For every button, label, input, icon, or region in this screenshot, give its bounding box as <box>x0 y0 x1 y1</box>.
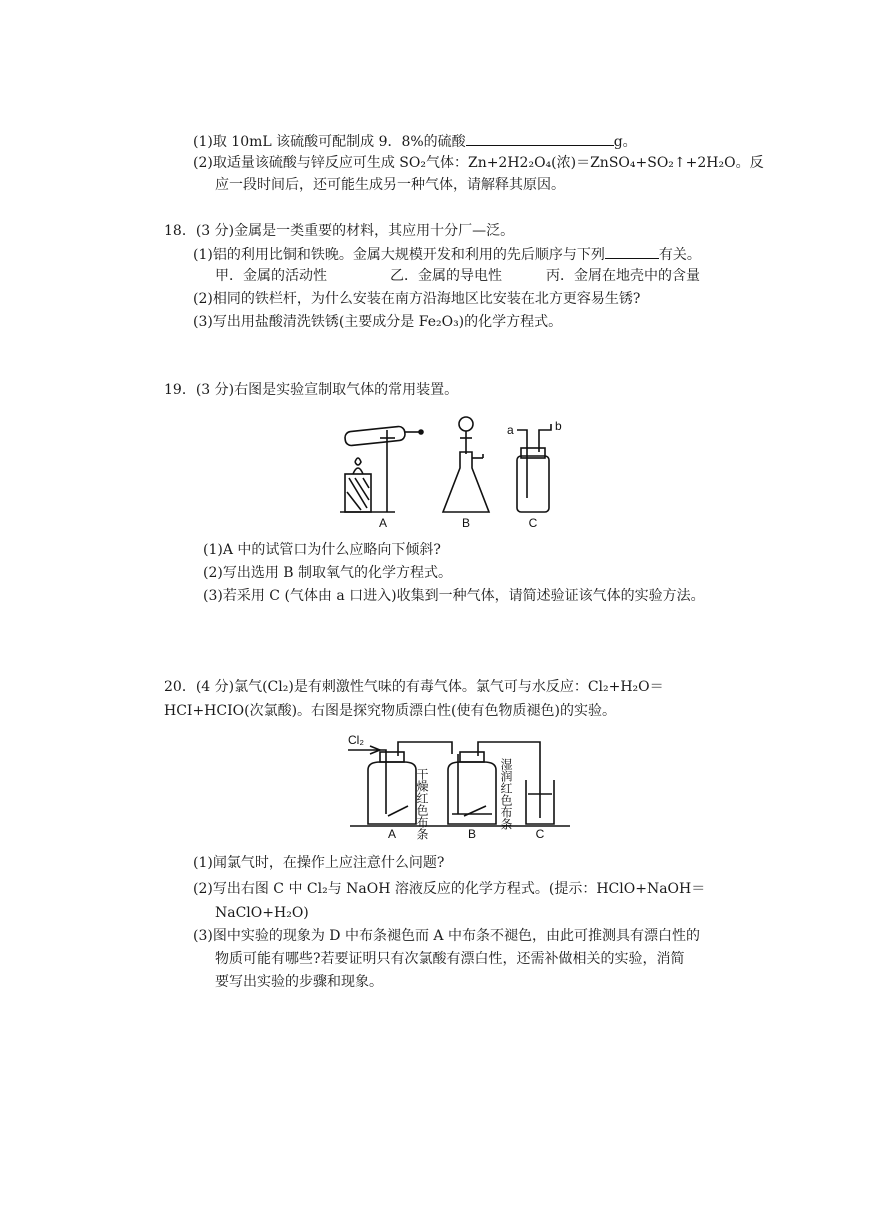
q17-part2-line2: 应一段时间后，还可能生成另一种气体，请解释其原因。 <box>215 177 565 193</box>
q20-part3-line2: 物质可能有哪些?若要证明只有次氯酸有漂白性，还需补做相关的实验，消简 <box>215 951 685 967</box>
apparatus-c <box>517 424 551 512</box>
q18-option-bing: 丙．金屑在地壳中的含量 <box>546 268 700 284</box>
q17-part1 <box>193 131 637 152</box>
fig-label-c: C <box>535 827 545 840</box>
bottle-a <box>368 742 452 824</box>
chlorine-experiment-figure <box>340 728 580 840</box>
q19-part1: (1)A 中的试管口为什么应略向下倾斜? <box>203 542 441 558</box>
fig-label-c: C <box>528 516 538 530</box>
q20-part3-line1: (3)图中实验的现象为 D 中布条褪色而 A 中布条不褪色，由此可推测具有漂白性的 <box>193 928 700 944</box>
q18-option-jia: 甲．金属的活动性 <box>215 268 327 284</box>
q19-part2: (2)写出选用 B 制取氧气的化学方程式。 <box>203 565 453 581</box>
fig-wet-strip-label: 湿润红色布条 <box>499 758 513 830</box>
q18-part3: (3)写出用盐酸清洗铁锈(主要成分是 Fe₂O₃)的化学方程式。 <box>193 314 563 330</box>
fig-cl2-label: Cl₂ <box>348 733 364 747</box>
answer-blank[interactable] <box>466 131 614 146</box>
q20-heading-line2: HCI+HCIO(次氯酸)。右图是探究物质漂白性(使有色物质褪色)的实验。 <box>164 703 616 719</box>
apparatus-b <box>443 417 489 512</box>
fig-dry-strip-label: 干燥红色布条 <box>415 768 429 840</box>
q17-part1-text: (1)取 10mL 该硫酸可配制成 9．8%的硫酸 <box>193 134 466 150</box>
q20-part2-line1: (2)写出右图 C 中 Cl₂与 NaOH 溶液反应的化学方程式。(提示：HClO+NaOH＝ <box>193 881 706 897</box>
q18-part1 <box>193 244 701 265</box>
q18-part1-tail: 有关。 <box>658 247 701 263</box>
port-label-a: a <box>507 423 514 437</box>
q17-part1-unit: g。 <box>613 134 637 150</box>
q20-part1: (1)闻氯气时，在操作上应注意什么问题? <box>193 855 445 871</box>
q18-part1-text: (1)铝的利用比铜和铁晚。金属大规模开发和利用的先后顺序与下列 <box>193 247 605 263</box>
q18-part2: (2)相同的铁栏杆，为什么安装在南方沿海地区比安装在北方更容易生锈? <box>193 291 641 307</box>
q20-part3-line3: 要写出实验的步骤和现象。 <box>215 974 383 990</box>
fig-label-a: A <box>378 516 388 530</box>
fig-label-b: B <box>461 516 471 530</box>
q20-heading-line1: 20．(4 分)氯气(Cl₂)是有刺激性气味的有毒气体。氯气可与水反应：Cl₂+H₂O＝ <box>164 679 664 695</box>
q18-heading: 18．(3 分)金属是一类重要的材料，其应用十分厂—泛。 <box>164 223 515 239</box>
q17-part2-line1: (2)取适量该硫酸与锌反应可生成 SO₂气体：Zn+2H2₂O₄(浓)＝ZnSO₄+SO₂↑+2H₂O。反 <box>193 155 764 171</box>
fig-label-a: A <box>387 827 397 840</box>
q18-option-yi: 乙．金属的导电性 <box>390 268 502 284</box>
lab-apparatus-figure-abc <box>335 412 565 532</box>
apparatus-a <box>340 426 423 512</box>
fig-label-b: B <box>467 827 477 840</box>
q20-part2-line2: NaClO+H₂O) <box>215 905 309 921</box>
q19-heading: 19．(3 分)右图是实验宣制取气体的常用装置。 <box>164 382 459 398</box>
answer-blank[interactable] <box>605 244 659 259</box>
port-label-b: b <box>555 419 562 433</box>
q19-part3: (3)若采用 C (气体由 a 口进入)收集到一种气体，请简述验证该气体的实验方法。 <box>203 588 705 604</box>
